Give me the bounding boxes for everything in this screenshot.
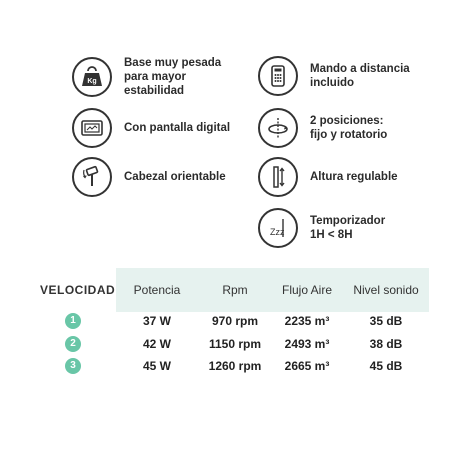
feature-label: Temporizador 1H < 8H <box>310 215 386 241</box>
col-header-potencia: Potencia <box>133 283 181 297</box>
feature-remote <box>258 56 410 96</box>
feature-label: Con pantalla digital <box>124 122 231 134</box>
col-header-flujo: Flujo Aire <box>281 283 333 297</box>
cell-rpm: 1150 rpm <box>208 337 262 351</box>
cell-flow: 2665 m³ <box>284 359 330 373</box>
cell-rpm: 970 rpm <box>211 314 259 328</box>
height-adjust-icon <box>258 157 298 197</box>
cell-noise: 45 dB <box>369 359 403 373</box>
cell-power: 42 W <box>142 337 171 351</box>
cell-power: 37 W <box>142 314 171 328</box>
table-row <box>0 333 452 355</box>
cell-power: 45 W <box>142 359 171 373</box>
table-row <box>0 355 452 377</box>
feature-timer <box>258 208 385 248</box>
col-header-velocidad: VELOCIDAD <box>40 283 116 297</box>
speed-badge: 2 <box>65 336 81 352</box>
feature-label: Mando a distancia incluido <box>310 63 410 89</box>
feature-display <box>72 108 230 148</box>
cell-flow: 2493 m³ <box>284 337 330 351</box>
adjustable-head-icon <box>72 157 112 197</box>
cell-noise: 35 dB <box>369 314 403 328</box>
feature-label: Cabezal orientable <box>124 171 226 183</box>
feature-label: 2 posiciones: fijo y rotatorio <box>310 115 388 141</box>
speed-badge: 3 <box>65 358 81 374</box>
kg-icon-label: Kg <box>87 78 97 85</box>
feature-positions <box>258 108 387 148</box>
cell-rpm: 1260 rpm <box>208 359 262 373</box>
speed-badge: 1 <box>65 313 81 329</box>
cell-noise: 38 dB <box>369 337 403 351</box>
col-header-nivel: Nivel sonido <box>353 283 419 297</box>
cell-flow: 2235 m³ <box>284 314 330 328</box>
feature-label: Base muy pesada para mayor estabilidad <box>124 57 222 97</box>
feature-heavy-base <box>72 56 221 98</box>
table-header-row <box>0 279 452 301</box>
feature-height <box>258 157 398 197</box>
remote-control-icon <box>258 56 298 96</box>
feature-label: Altura regulable <box>310 171 398 183</box>
timer-zzz-label: Zzz <box>270 227 285 237</box>
kettlebell-kg-icon <box>72 57 112 97</box>
feature-head <box>72 157 226 197</box>
col-header-rpm: Rpm <box>222 283 248 297</box>
timer-sleep-icon <box>258 208 298 248</box>
table-row <box>0 310 452 332</box>
digital-display-icon <box>72 108 112 148</box>
rotation-icon <box>258 108 298 148</box>
